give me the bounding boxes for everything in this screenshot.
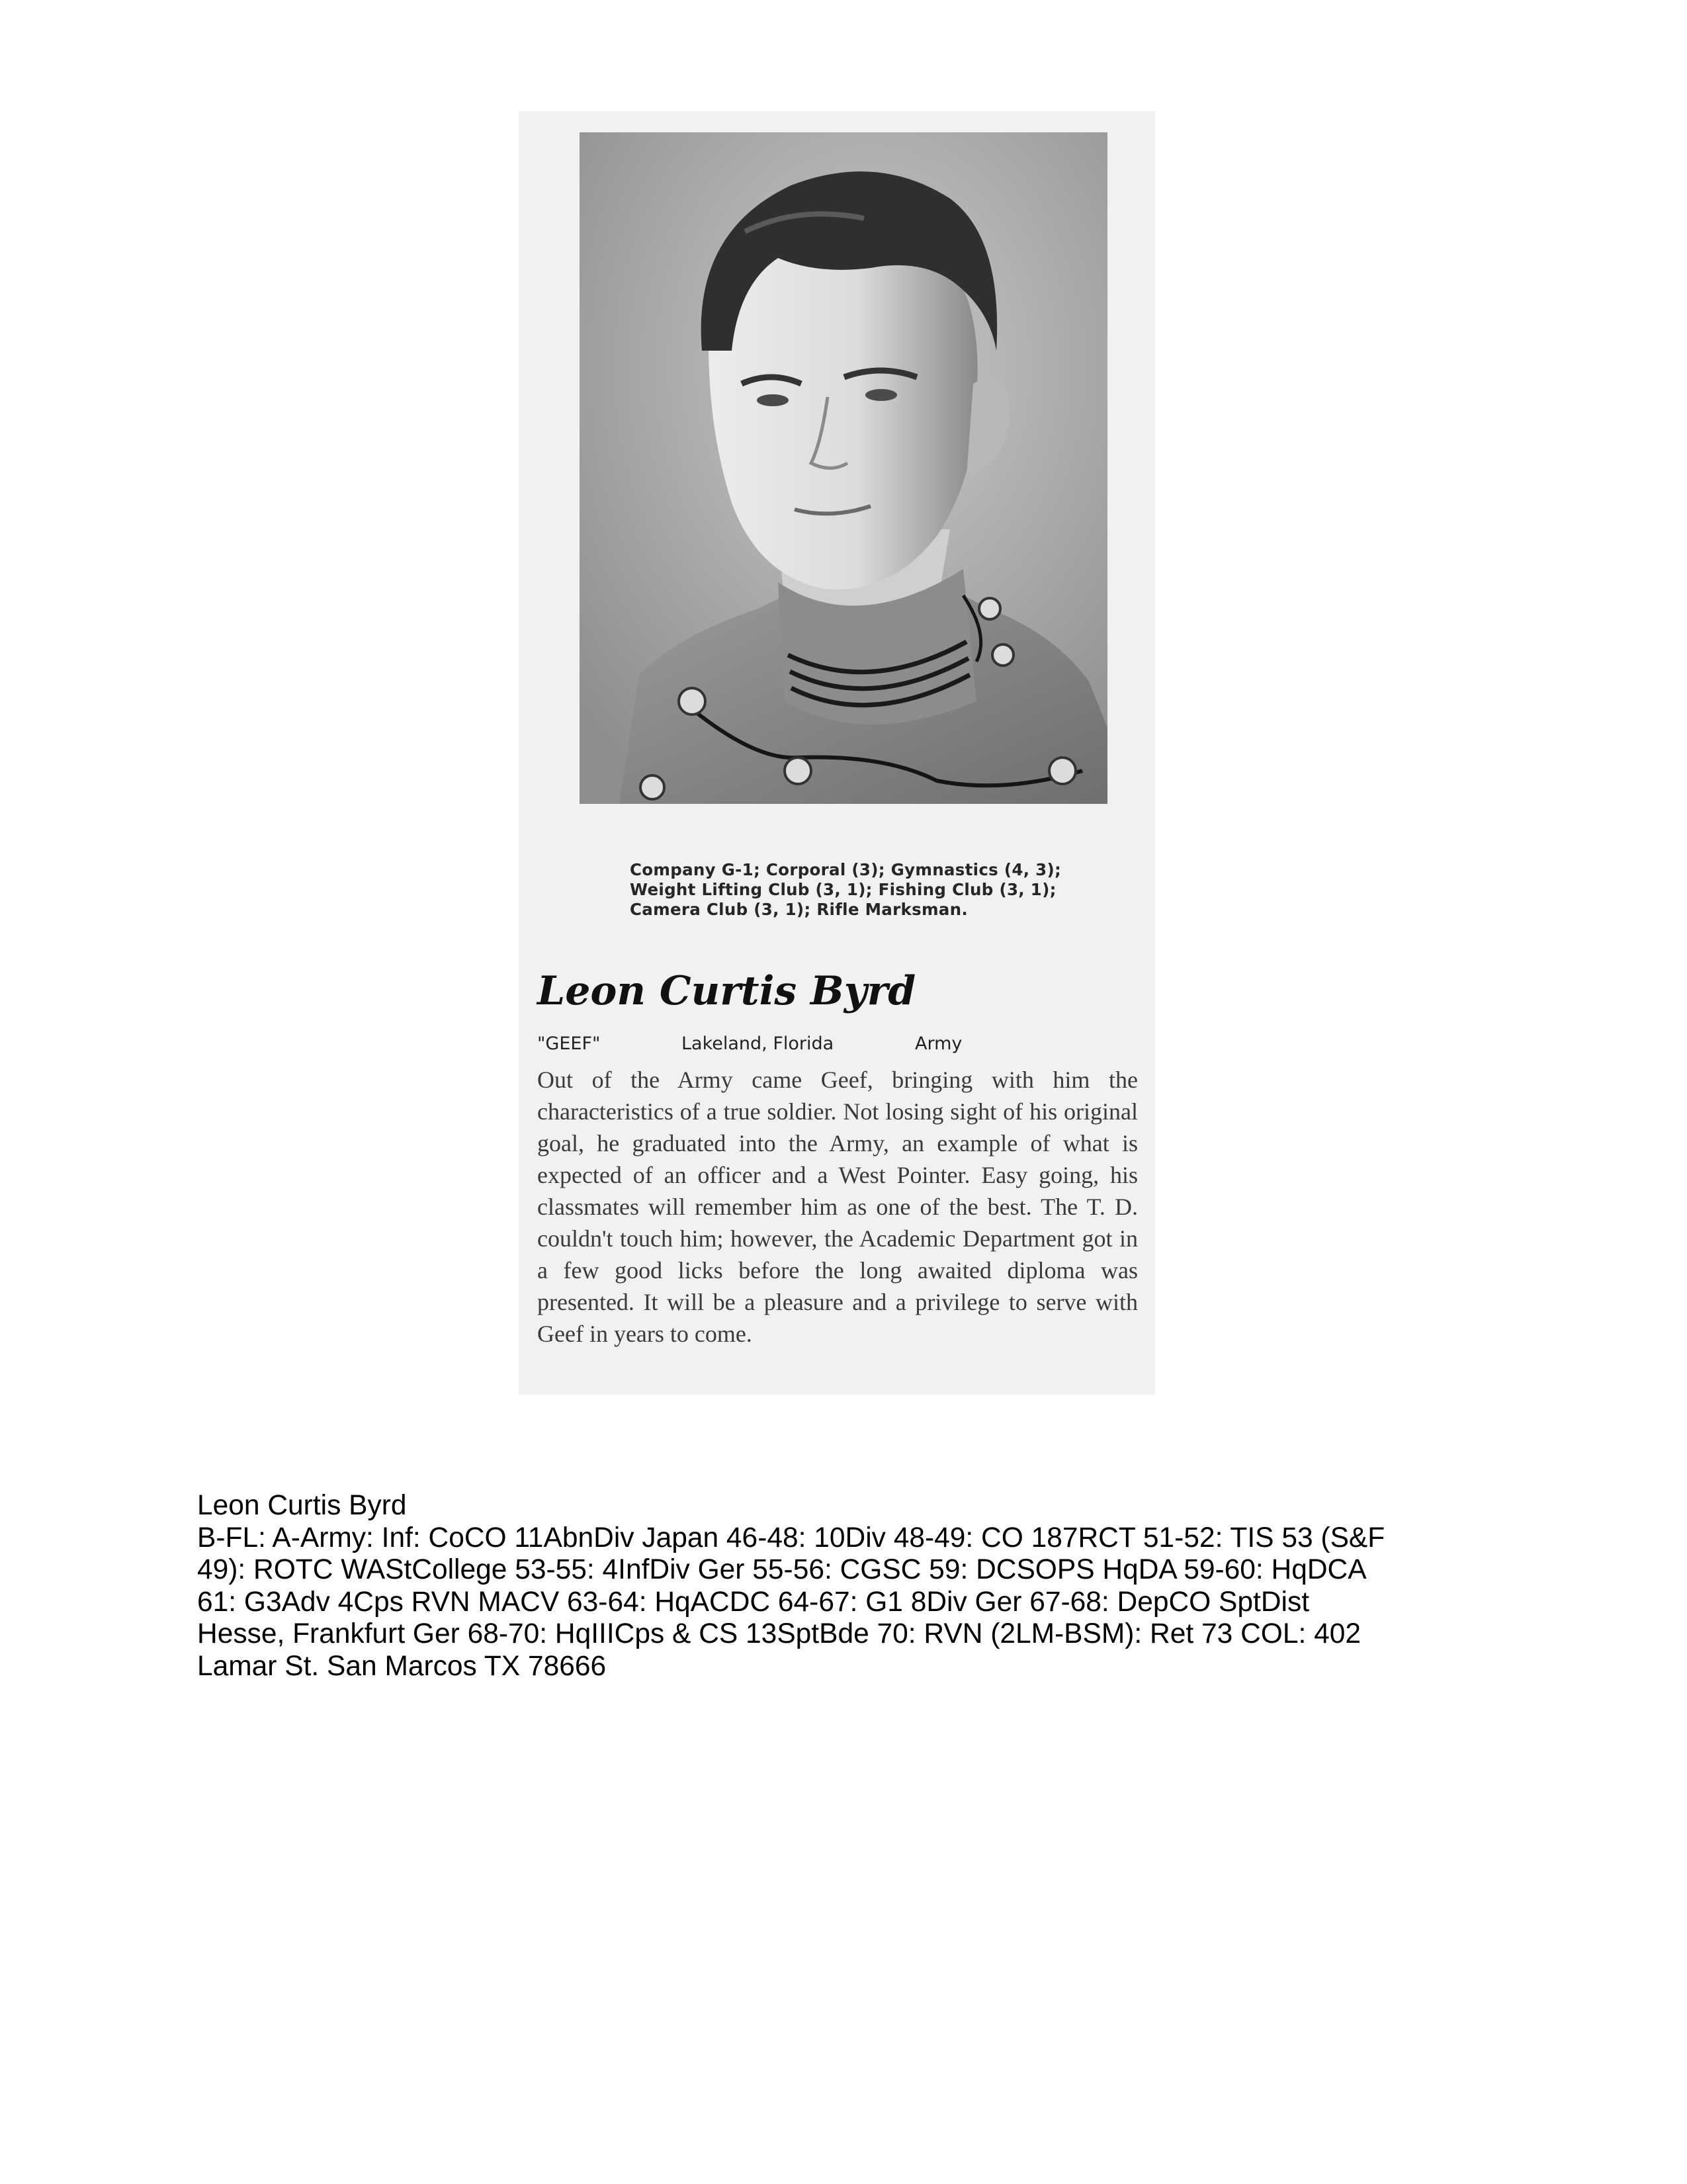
cadet-entry-source: Army bbox=[915, 1033, 963, 1054]
cadet-nickname: "GEEF" bbox=[537, 1033, 601, 1054]
record-line: Hesse, Frankfurt Ger 68-70: HqIIICps & CS 13SptBde 70: RVN (2LM-BSM): Ret 73 COL: 402 bbox=[197, 1618, 1361, 1649]
activities-caption: Company G-1; Corporal (3); Gymnastics (4, 3); Weight Lifting Club (3, 1); Fishing Club (3, 1); Camera Club (3, 1); Rifle Marksman. bbox=[630, 860, 1062, 919]
record-line: 49): ROTC WAStCollege 53-55: 4InfDiv Ger 55-56: CGSC 59: DCSOPS HqDA 59-60: HqDCA bbox=[197, 1554, 1367, 1585]
cadet-biography: Out of the Army came Geef, bringing with him the characteristics of a true soldier. Not losing sight of his original goal, he graduated into the Army, an example of what is expected of an officer and a West Pointer. Easy going, his classmates will remember him as one of the best. The T. D. couldn't touch him; however, the Academic Department got in a few good licks before the long awaited diploma was presented. It will be a pleasure and a privilege to serve with Geef in years to come. bbox=[537, 1067, 1138, 1347]
cadet-portrait-photo bbox=[580, 132, 1107, 804]
cadet-signature-name: Leon Curtis Byrd bbox=[537, 968, 916, 1014]
record-name: Leon Curtis Byrd bbox=[197, 1490, 407, 1521]
cadet-hometown: Lakeland, Florida bbox=[681, 1033, 834, 1054]
record-line: 61: G3Adv 4Cps RVN MACV 63-64: HqACDC 64-67: G1 8Div Ger 67-68: DepCO SptDist bbox=[197, 1586, 1310, 1618]
record-line: Lamar St. San Marcos TX 78666 bbox=[197, 1650, 607, 1682]
record-line: B-FL: A-Army: Inf: CoCO 11AbnDiv Japan 46-48: 10Div 48-49: CO 187RCT 51-52: TIS 53 (S&F bbox=[197, 1522, 1385, 1553]
career-record bbox=[197, 1522, 1494, 1683]
